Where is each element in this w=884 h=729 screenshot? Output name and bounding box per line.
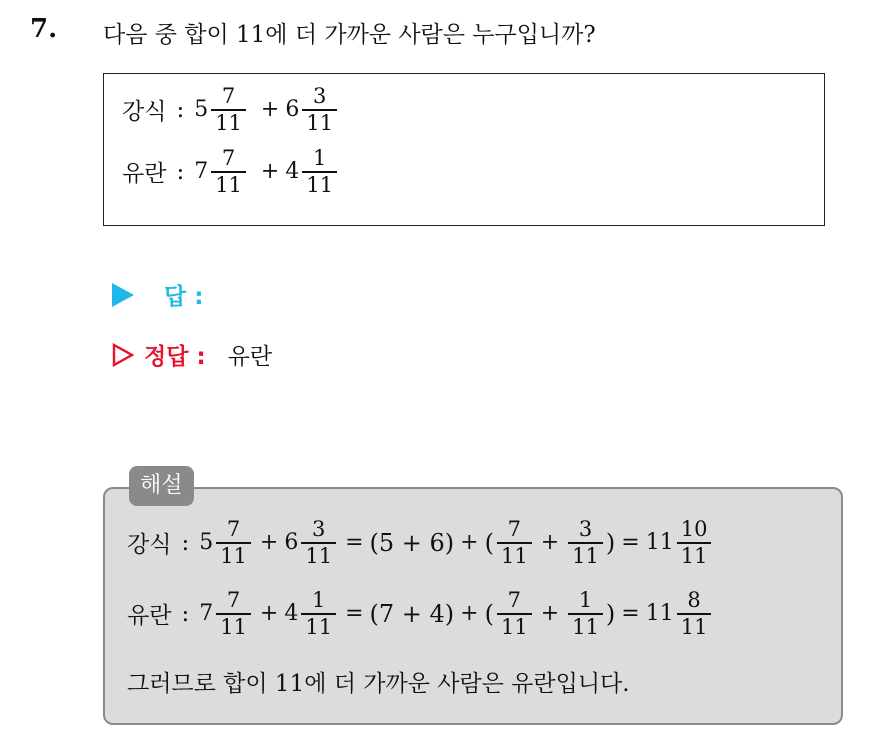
open-paren: (: [484, 599, 494, 628]
question-text: 다음 중 합이 11에 더 가까운 사람은 누구입니까?: [103, 22, 596, 48]
question-number: 7.: [30, 14, 58, 44]
whole-sum-expression: (7 + 4): [369, 599, 455, 628]
numerator: 3: [313, 84, 327, 108]
correct-answer-line: [112, 338, 272, 371]
numerator: 3: [312, 517, 326, 541]
explanation-conclusion: 그러므로 합이 11에 더 가까운 사람은 유란입니다.: [127, 671, 630, 697]
numerator: 7: [507, 588, 522, 612]
numerator: 10: [680, 517, 708, 541]
numerator: 1: [312, 588, 326, 612]
denominator: 11: [500, 614, 528, 639]
numerator: 1: [313, 146, 327, 170]
fraction: [677, 519, 712, 567]
whole-part: 6: [285, 97, 300, 123]
open-paren: (: [484, 528, 494, 557]
whole-part: 5: [194, 97, 209, 123]
mixed-number: [285, 86, 340, 134]
colon: :: [181, 600, 190, 627]
whole-part: 6: [284, 530, 299, 556]
whole-part: 11: [645, 530, 674, 556]
whole-part: 11: [645, 601, 674, 627]
explanation-tab: 해설: [129, 466, 194, 506]
denominator: 11: [305, 614, 333, 639]
mixed-number: [284, 519, 339, 567]
given-box: [103, 73, 825, 226]
mixed-number: [285, 148, 340, 196]
given-row-gangsik: [122, 86, 340, 134]
denominator: 11: [305, 543, 333, 568]
person-name: 강식: [122, 99, 167, 126]
plus-sign: +: [460, 601, 479, 627]
equals-sign: =: [345, 601, 364, 627]
close-paren: ): [605, 599, 616, 628]
whole-sum-expression: (5 + 6): [369, 528, 455, 557]
numerator: 7: [226, 517, 241, 541]
colon: :: [176, 96, 185, 123]
equals-sign: =: [621, 601, 640, 627]
result-mixed-number: [646, 590, 715, 638]
mixed-number: [284, 590, 339, 638]
fraction: [497, 590, 532, 638]
fraction: [216, 519, 251, 567]
mixed-number: [194, 86, 249, 134]
whole-part: 4: [284, 601, 299, 627]
explanation-row-gangsik: [127, 519, 714, 567]
mixed-number: [199, 590, 254, 638]
numerator: 7: [221, 146, 236, 170]
colon: :: [181, 529, 190, 556]
fraction: [216, 590, 251, 638]
fraction: [568, 590, 603, 638]
numerator: 7: [221, 84, 236, 108]
plus-sign: +: [260, 159, 280, 185]
whole-part: 4: [285, 159, 300, 185]
equals-sign: =: [345, 530, 364, 556]
mixed-number: [199, 519, 254, 567]
plus-sign: +: [259, 530, 279, 556]
fraction: [302, 148, 337, 196]
colon: :: [176, 158, 185, 185]
denominator: 11: [220, 614, 247, 639]
whole-part: 5: [199, 530, 214, 556]
plus-sign: +: [259, 601, 279, 627]
denominator: 11: [215, 172, 242, 197]
numerator: 7: [507, 517, 522, 541]
person-name: 강식: [127, 532, 172, 559]
explanation-row-yuran: [127, 590, 714, 638]
denominator: 11: [572, 614, 599, 639]
person-name: 유란: [122, 161, 167, 188]
denominator: 11: [306, 172, 334, 197]
numerator: 1: [578, 588, 593, 612]
fraction: [301, 519, 336, 567]
fraction: [497, 519, 532, 567]
fraction: [302, 86, 337, 134]
numerator: 7: [226, 588, 241, 612]
whole-part: 7: [199, 601, 214, 627]
denominator: 11: [500, 543, 528, 568]
denominator: 11: [220, 543, 247, 568]
fraction: [211, 148, 246, 196]
answer-label: 답 :: [164, 284, 204, 310]
plus-sign: +: [460, 530, 479, 556]
mixed-number: [194, 148, 249, 196]
answer-line: [112, 278, 225, 311]
play-outline-icon: [112, 343, 134, 367]
equals-sign: =: [621, 530, 640, 556]
correct-answer-label: 정답 :: [144, 344, 206, 370]
correct-answer-value: 유란: [227, 344, 273, 370]
plus-sign: +: [540, 601, 560, 627]
close-paren: ): [605, 528, 616, 557]
play-filled-icon: [112, 283, 134, 307]
denominator: 11: [680, 543, 708, 568]
given-row-yuran: [122, 148, 340, 196]
numerator: 3: [578, 517, 593, 541]
whole-part: 7: [194, 159, 209, 185]
fraction: [301, 590, 336, 638]
explanation-box: [103, 487, 843, 725]
result-mixed-number: [646, 519, 715, 567]
plus-sign: +: [540, 530, 560, 556]
plus-sign: +: [260, 97, 280, 123]
numerator: 8: [687, 588, 701, 612]
denominator: 11: [215, 110, 242, 135]
denominator: 11: [306, 110, 334, 135]
fraction: [568, 519, 603, 567]
fraction: [677, 590, 712, 638]
denominator: 11: [572, 543, 599, 568]
denominator: 11: [680, 614, 708, 639]
fraction: [211, 86, 246, 134]
person-name: 유란: [127, 603, 172, 630]
